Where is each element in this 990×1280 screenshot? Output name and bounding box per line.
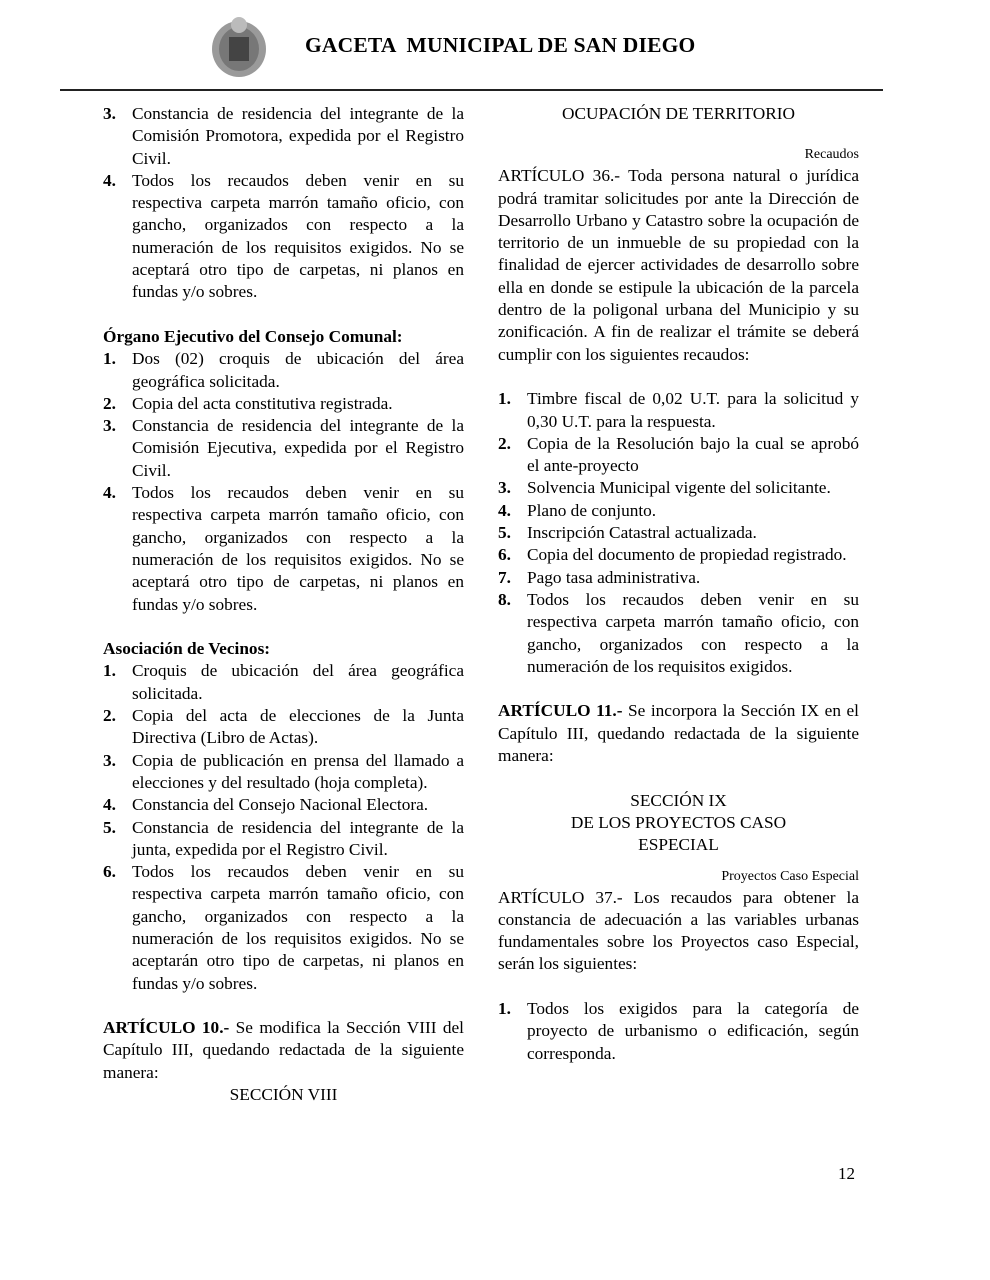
article-10-text: Se modifica la Sección VIII del Capítulo III, quedando redactada de la siguiente manera: [103, 1018, 464, 1082]
list-item [498, 433, 859, 478]
item-number: 3. [498, 478, 511, 498]
list-item [103, 817, 464, 862]
organo-list [103, 348, 464, 616]
item-text: Pago tasa administrativa. [527, 567, 701, 587]
item-text: Croquis de ubicación del área geográfica solicitada. [132, 661, 464, 703]
list-item [103, 861, 464, 995]
recaudos-label: Recaudos [804, 147, 859, 163]
item-text: Constancia de residencia del integrante de la junta, expedida por el Registro Civil. [132, 817, 464, 859]
list-item [103, 794, 464, 816]
article-11 [498, 700, 859, 767]
municipal-seal-icon [210, 15, 268, 79]
list-item [498, 477, 859, 499]
item-text: Dos (02) croquis de ubicación del área geográfica solicitada. [132, 349, 464, 391]
section-9-subtitle: DE LOS PROYECTOS CASO [570, 812, 787, 832]
list-item [103, 103, 464, 170]
asociacion-heading: Asociación de Vecinos: [103, 639, 271, 659]
list-item [103, 348, 464, 393]
list-item [103, 393, 464, 415]
section-9-title: SECCIÓN IX [630, 790, 727, 810]
item-number: 1. [103, 661, 116, 681]
proyectos-list [498, 998, 859, 1065]
item-text: Copia del acta constitutiva registrada. [132, 393, 393, 413]
item-number: 6. [498, 545, 511, 565]
item-number: 5. [103, 817, 116, 837]
list-item [103, 705, 464, 750]
item-number: 4. [103, 483, 116, 503]
item-text: Todos los exigidos para la categoría de proyecto de urbanismo o edificación, según corresponda. [527, 998, 859, 1063]
header-divider [60, 89, 883, 91]
item-number: 5. [498, 523, 511, 543]
organo-heading: Órgano Ejecutivo del Consejo Comunal: [103, 326, 403, 346]
item-text: Todos los recaudos deben venir en su respectiva carpeta marrón tamaño oficio, con gancho, organizados con respecto a la numeración de los requisitos exigidos. [527, 589, 859, 676]
item-number: 8. [498, 589, 511, 609]
item-number: 2. [103, 706, 116, 726]
article-10 [103, 1017, 464, 1084]
list-item [103, 750, 464, 795]
item-text: Copia de la Resolución bajo la cual se aprobó el ante-proyecto [527, 433, 859, 476]
list-item [103, 660, 464, 705]
list-item [498, 589, 859, 678]
page-number: 12 [838, 1164, 855, 1183]
list-item [498, 388, 859, 433]
article-37: ARTÍCULO 37.- Los recaudos para obtener la constancia de adecuación a las variables urbanas fundamentales sobre los Proyectos caso Especial, serán los siguientes: [498, 887, 859, 974]
item-text: Todos los recaudos deben venir en su respectiva carpeta marrón tamaño oficio, con gancho, organizados con respecto a la numeración de los requisitos exigidos. No se aceptará otro tipo de carpetas, ni planos en fundas y/o sobres. [132, 483, 464, 614]
item-number: 2. [498, 433, 511, 453]
item-number: 1. [498, 998, 511, 1018]
right-column [498, 103, 859, 1065]
item-number: 1. [103, 349, 116, 369]
item-text: Plano de conjunto. [527, 500, 657, 520]
item-number: 3. [103, 104, 116, 123]
article-11-text: Se incorpora la Sección IX en el Capítulo III, quedando redactada de la siguiente manera: [498, 701, 859, 766]
item-number: 4. [103, 795, 116, 815]
list-item [498, 998, 859, 1065]
article-11-label: ARTÍCULO 11.- [498, 701, 623, 721]
item-text: Solvencia Municipal vigente del solicitante. [527, 478, 831, 498]
item-number: 6. [103, 862, 116, 882]
item-text: Copia del acta de elecciones de la Junta Directiva (Libro de Actas). [132, 706, 464, 748]
item-text: Inscripción Catastral actualizada. [527, 523, 757, 543]
list-item [498, 522, 859, 544]
item-text: Todos los recaudos deben venir en su respectiva carpeta marrón tamaño oficio, con gancho, organizados con respecto a la numeración de los requisitos exigidos. No se aceptará otro tipo de carpetas, ni planos en fundas y/o sobres. [132, 170, 464, 302]
intro-list [103, 103, 464, 304]
item-text: Constancia de residencia del integrante de la Comisión Promotora, expedida por el Registro Civil. [132, 104, 464, 168]
asociacion-list [103, 660, 464, 994]
list-item [498, 500, 859, 522]
section-title: OCUPACIÓN DE TERRITORIO [561, 104, 795, 123]
section-8-title: SECCIÓN VIII [229, 1085, 338, 1105]
proyectos-label: Proyectos Caso Especial [721, 868, 859, 884]
item-text: Timbre fiscal de 0,02 U.T. para la solicitud y 0,30 U.T. para la respuesta. [527, 389, 859, 431]
left-column [103, 103, 464, 1106]
item-text: Todos los recaudos deben venir en su respectiva carpeta marrón tamaño oficio, con gancho, organizados con respecto a la numeración de los requisitos exigidos. No se aceptarán otro tipo de carpetas, ni planos en fundas y/o sobres. [132, 862, 464, 993]
list-item [103, 415, 464, 482]
gazette-title: GACETA MUNICIPAL DE SAN DIEGO [305, 33, 696, 57]
item-number: 4. [498, 500, 511, 520]
article-36: ARTÍCULO 36.- Toda persona natural o jurídica podrá tramitar solicitudes por ante la Dirección de Desarrollo Urbano y Catastro sobre la ocupación de territorio de un inmueble de su propiedad con la finalidad de ejercer actividades de desarrollo sobre ella en donde se estipule la ubicación de la parcela dentro de la poligonal urbana del Municipio y su zonificación. A fin de realizar el trámite se deberá cumplir con los siguientes recaudos: [498, 166, 859, 364]
list-item [498, 567, 859, 589]
item-number: 4. [103, 170, 116, 190]
list-item [103, 482, 464, 616]
item-number: 7. [498, 567, 511, 587]
list-item [103, 170, 464, 304]
list-item [498, 544, 859, 566]
item-number: 2. [103, 393, 116, 413]
item-text: Constancia de residencia del integrante de la Comisión Ejecutiva, expedida por el Registro Civil. [132, 416, 464, 480]
item-number: 3. [103, 416, 116, 436]
item-number: 3. [103, 750, 116, 770]
item-number: 1. [498, 389, 511, 409]
item-text: Copia de publicación en prensa del llamado a elecciones y del resultado (hoja completa). [132, 750, 464, 792]
recaudos-list [498, 388, 859, 678]
article-10-label: ARTÍCULO 10.- [103, 1018, 230, 1038]
item-text: Constancia del Consejo Nacional Electora. [132, 795, 429, 815]
section-9-subtitle-2: ESPECIAL [638, 835, 719, 855]
item-text: Copia del documento de propiedad registrado. [527, 545, 847, 565]
